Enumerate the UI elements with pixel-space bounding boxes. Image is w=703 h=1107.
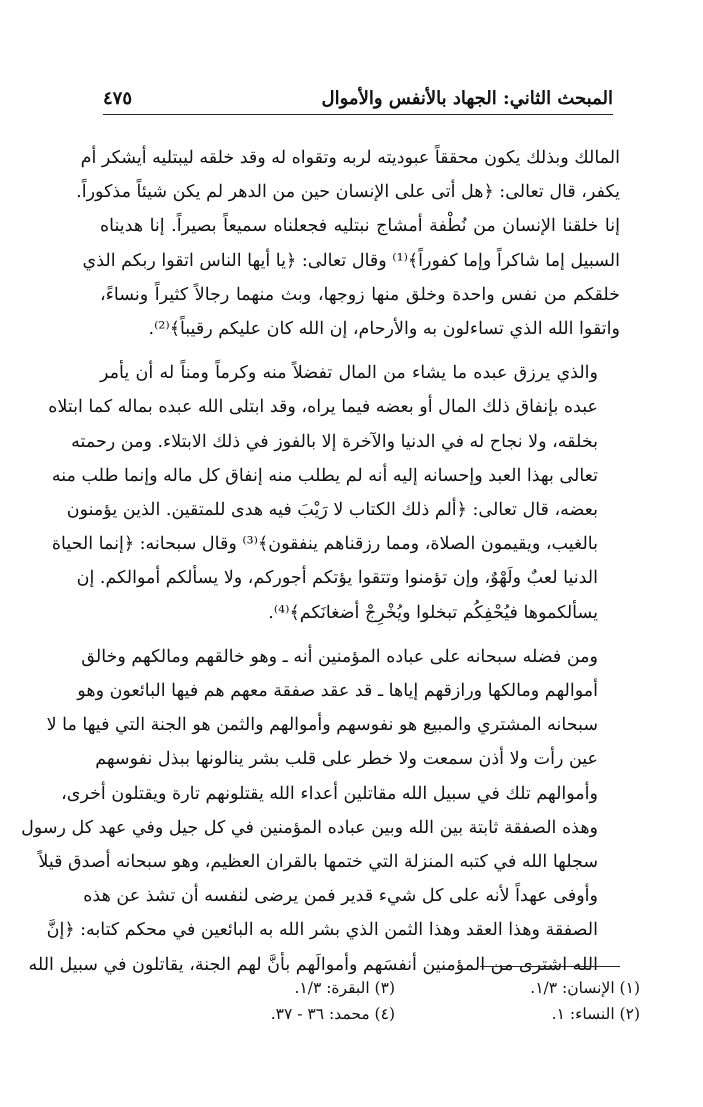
running-header xyxy=(103,84,613,115)
text-line: وأموالهم تلك في سبيل الله مقاتلين أعداء الله يقتلونهم تارة ويقتلون أخرى، xyxy=(61,783,598,804)
text-line: إنا خلقنا الإنسان من نُطْفة أمشاج نبتليه فجعلناه سميعاً بصيراً. إنا هديناه xyxy=(100,216,620,237)
running-header-title: المبحث الثاني: الجهاد بالأنفس والأموال xyxy=(321,88,613,109)
paragraph-2 xyxy=(48,356,620,630)
paragraph-1 xyxy=(76,141,620,346)
footnote-separator xyxy=(480,966,620,967)
text-line: واتقوا الله الذي تساءلون به والأرحام، إن الله كان عليكم رقيباً﴾⁽²⁾. xyxy=(148,319,620,340)
footnote-1: (١) الإنسان: ١/٣. xyxy=(530,979,640,997)
text-line: عبده بإنفاق ذلك المال أو بعضه فيما يراه، وقد ابتلى الله عبده بماله كما ابتلاه xyxy=(48,397,598,418)
text-line: المالك وبذلك يكون محققاً عبوديته لربه وتقواه له وقد خلقه ليبتليه أيشكر أم xyxy=(80,148,620,168)
text-line: وأوفى عهداً لأنه على كل شيء قدير فمن يرضى لنفسه أن تشذ عن هذه xyxy=(83,886,598,907)
text-line: الصفقة وهذا العقد وهذا الثمن الذي بشر الله به البائعين في محكم كتابه: ﴿إنَّ xyxy=(46,920,598,941)
paragraph-3 xyxy=(21,640,620,982)
footnote-3: (٣) البقرة: ١/٣. xyxy=(294,979,395,997)
body-text xyxy=(21,141,620,982)
footnote-4: (٤) محمد: ٣٦ - ٣٧. xyxy=(270,1005,395,1023)
text-line: خلقكم من نفس واحدة وخلق منها زوجها، وبث منهما رجالاً كثيراً ونساءً، xyxy=(100,284,620,305)
text-line: بخلقه، ولا نجاح له في الدنيا والآخرة إلا بالفوز في ذلك الابتلاء. ومن رحمته xyxy=(71,431,598,452)
text-line: أموالهم ومالكها ورازقهم إياها ـ قد عقد صفقة معهم هم فيها البائعون وهو xyxy=(77,681,598,702)
text-line: بعضه، قال تعالى: ﴿ألم ذلك الكتاب لا رَيْبَ فيه هدى للمتقين. الذين يؤمنون xyxy=(66,500,598,521)
text-line: ومن فضله سبحانه على عباده المؤمنين أنه ـ وهو خالقهم ومالكهم وخالق xyxy=(81,646,598,667)
text-line: السبيل إما شاكراً وإما كفوراً﴾⁽¹⁾ وقال تعالى: ﴿يا أيها الناس اتقوا ربكم الذي xyxy=(82,250,620,271)
text-line: وهذه الصفقة ثابتة بين الله وبين عباده المؤمنين في كل جيل وفي عهد كل رسول xyxy=(21,817,598,838)
text-line: والذي يرزق عبده ما يشاء من المال تفضلاً منه وكرماً ومناً له أن يأمر xyxy=(100,363,598,384)
text-line: تعالى بهذا العبد وإحسانه إليه أنه لم يطلب منه إنفاق كل ماله وإنما طلب منه xyxy=(51,465,598,486)
text-line: الدنيا لعبٌ ولَهْوٌ، وإن تؤمنوا وتتقوا يؤتكم أجوركم، ولا يسألكم أموالكم. إن xyxy=(76,568,598,589)
text-line: عين رأت ولا أذن سمعت ولا خطر على قلب بشر ينالونها ببذل نفوسهم xyxy=(95,749,598,770)
text-line: يكفر، قال تعالى: ﴿هل أتى على الإنسان حين من الدهر لم يكن شيئاً مذكوراً. xyxy=(76,182,620,203)
text-line: بالغيب، ويقيمون الصلاة، ومما رزقناهم ينفقون﴾⁽³⁾ وقال سبحانه: ﴿إنما الحياة xyxy=(51,534,598,555)
text-line: سبحانه المشتري والمبيع هو نفوسهم وأموالهم والثمن هو الجنة التي فيها ما لا xyxy=(46,715,598,736)
text-line: الله اشترى من المؤمنين أنفسَهم وأموالَهم بأنَّ لهم الجنة، يقاتلون في سبيل الله xyxy=(28,954,598,975)
text-line: يسألكموها فيُحْفِكُم تبخلوا ويُخْرِجْ أضغانَكم﴾⁽⁴⁾. xyxy=(268,602,598,623)
page-number: ٤٧٥ xyxy=(103,88,133,109)
text-line: سجلها الله في كتبه المنزلة التي ختمها بالقران العظيم، وهو سبحانه أصدق قيلاً xyxy=(38,852,598,873)
footnote-2: (٢) النساء: ١. xyxy=(551,1005,640,1023)
